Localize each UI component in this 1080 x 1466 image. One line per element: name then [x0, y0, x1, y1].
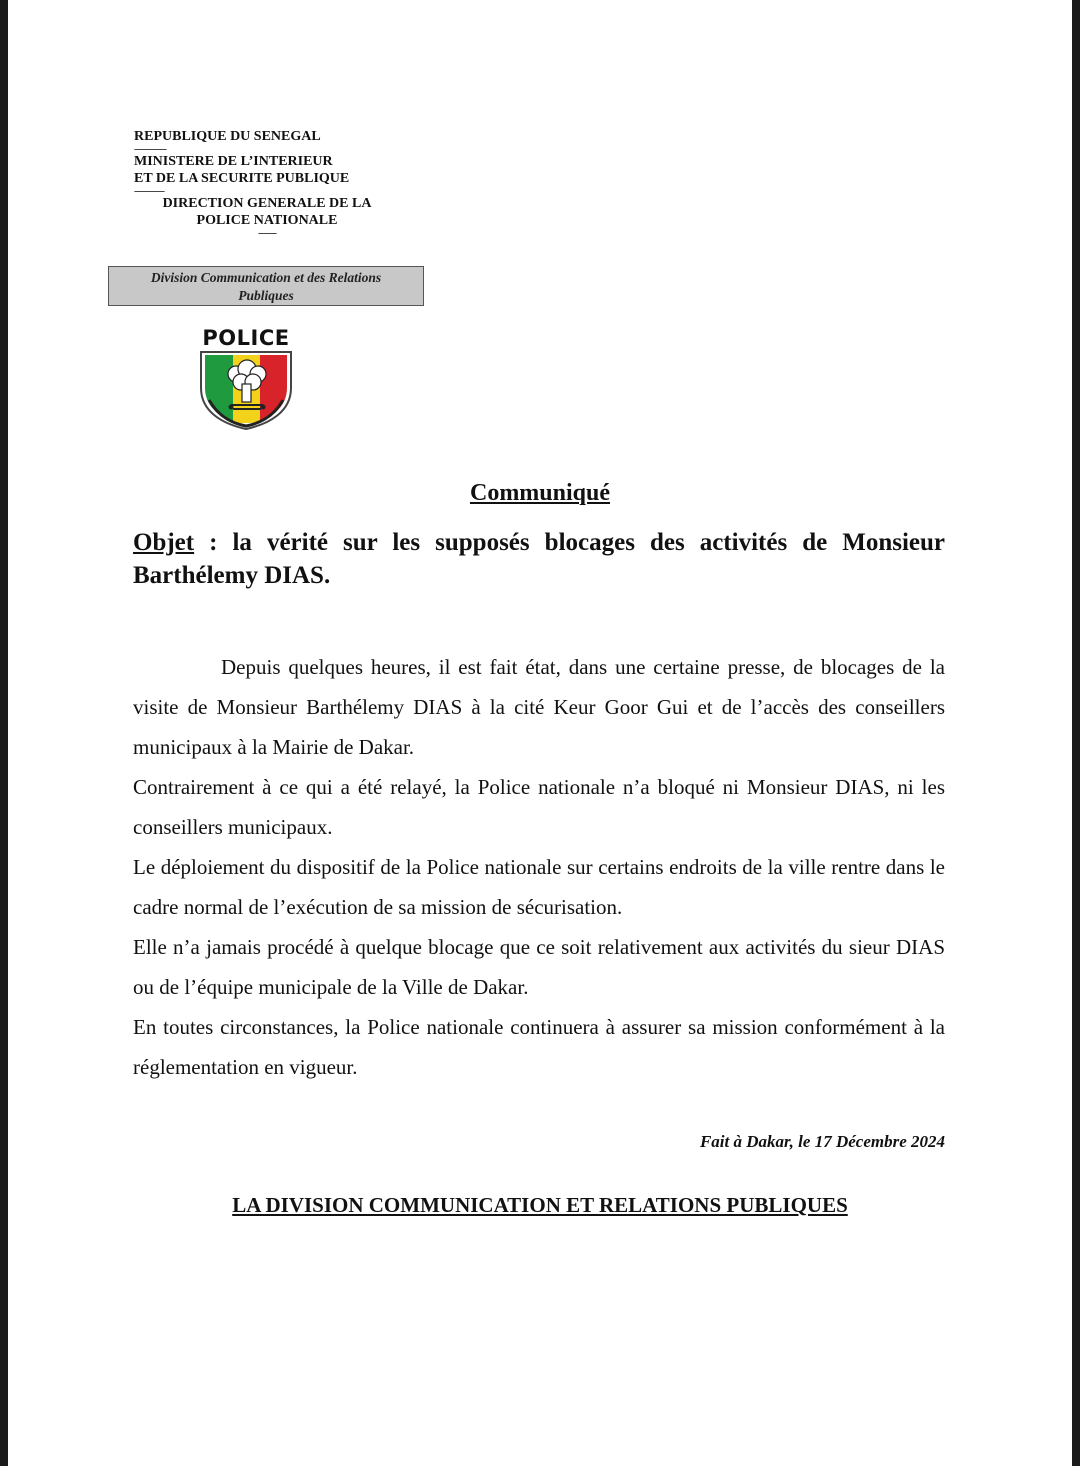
division-box: [108, 266, 424, 306]
police-logo-text: POLICE: [202, 326, 290, 350]
division-line-2: Publiques: [238, 288, 294, 303]
document-title: Communiqué: [469, 480, 611, 506]
direction-line-2: POLICE NATIONALE: [196, 213, 338, 228]
objet-line: [133, 526, 945, 592]
date-line: Fait à Dakar, le 17 Décembre 2024: [699, 1132, 945, 1151]
republic-line: REPUBLIQUE DU SENEGAL: [134, 129, 321, 144]
police-emblem-icon: [191, 350, 301, 430]
police-logo: [191, 326, 301, 430]
direction-line-1: DIRECTION GENERALE DE LA: [162, 196, 372, 211]
document-page: [8, 0, 1072, 1466]
paragraph: Elle n’a jamais procédé à quelque blocage que ce soit relativement aux activités du sieur DIAS ou de l’équipe municipale de la Ville de Dakar.: [133, 935, 945, 999]
separator: ---------------: [134, 186, 164, 196]
objet-label: Objet: [133, 529, 195, 556]
paragraph: Le déploiement du dispositif de la Police nationale sur certains endroits de la ville rentre dans le cadre normal de l’exécution de sa mission de sécurisation.: [133, 855, 945, 919]
paragraph: Depuis quelques heures, il est fait état, dans une certaine presse, de blocages de la visite de Monsieur Barthélemy DIAS à la cité Keur Goor Gui et de l’accès des conseillers municipaux à la Mairie de Dakar.: [133, 655, 945, 759]
ministry-line-2: ET DE LA SECURITE PUBLIQUE: [134, 171, 350, 186]
separator: ---------: [258, 228, 276, 238]
division-line-1: Division Communication et des Relations: [150, 270, 382, 285]
separator: ----------------: [134, 144, 166, 154]
signature: LA DIVISION COMMUNICATION ET RELATIONS PUBLIQUES: [232, 1193, 848, 1217]
paragraph: Contrairement à ce qui a été relayé, la Police nationale n’a bloqué ni Monsieur DIAS, ni les conseillers municipaux.: [133, 775, 945, 839]
objet-text: : la vérité sur les supposés blocages des activités de Monsieur Barthélemy DIAS.: [133, 529, 945, 589]
ministry-line-1: MINISTERE DE L’INTERIEUR: [134, 154, 333, 169]
letterhead: [108, 128, 426, 237]
paragraph: En toutes circonstances, la Police nationale continuera à assurer sa mission conformément à la réglementation en vigueur.: [133, 1015, 945, 1079]
document-body: [133, 647, 945, 1087]
